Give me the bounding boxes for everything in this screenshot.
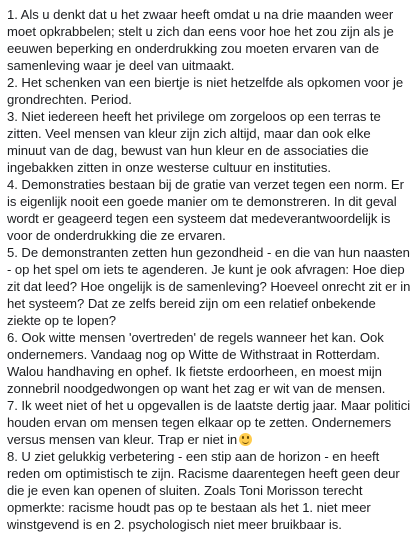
list-item: 1. Als u denkt dat u het zwaar heeft omdat u na drie maanden weer moet opkrabbelen; stelt u zich dan eens voor hoe het zou zijn als je eeuwen beperking en onderdrukking zou moeten ervaren van de samenleving waar je deel van uitmaakt. (7, 7, 394, 73)
list-item: 5. De demonstranten zetten hun gezondheid - en die van hun naasten - op het spel om iets te agenderen. Je kunt je ook afvragen: Hoe diep zit dat leed? Hoe ongelijk is de samenleving? Hoeveel onrecht zit er in het systeem? Dat ze zelfs bereid zijn om een relatief onbekende ziekte op te lopen? (7, 245, 411, 328)
list-item: 6. Ook witte mensen 'overtreden' de regels wanneer het kan. Ook ondernemers. Vandaag nog op Witte de Withstraat in Rotterdam. Walou handhaving en ophef. Ik fietste erdoorheen, en moest mijn zonnebril noodgedwongen op want het zag er wit van de mensen. (7, 330, 386, 396)
list-item: 4. Demonstraties bestaan bij de gratie van verzet tegen een norm. Er is eigenlijk nooit een goede manier om te demonstreren. In dit geval wordt er geageerd tegen een systeem dat medeverantwoordelijk is voor de onderdrukking die ze ervaren. (7, 177, 404, 243)
list-item-text: 7. Ik weet niet of het u opgevallen is de laatste dertig jaar. Maar politici houden ervan om mensen tegen elkaar op te zetten. Ondernemers versus mensen van kleur. Trap er niet in (7, 398, 411, 447)
smiling-face-emoji-icon (239, 433, 252, 446)
list-item: 8. U ziet gelukkig verbetering - een stip aan de horizon - en heeft reden om optimistisch te zijn. Racisme daarentegen heeft geen deur die je even kan openen of sluiten. Zoals Toni Morisson terecht opmerkte: racisme houdt pas op te bestaan als het 1. niet meer winstgevend is en 2. psychologisch niet meer bruikbaar is. (7, 449, 400, 532)
list-item: 2. Het schenken van een biertje is niet hetzelfde als opkomen voor je grondrechten. Period. (7, 75, 404, 107)
list-item (7, 397, 412, 448)
list-item: 3. Niet iedereen heeft het privilege om zorgeloos op een terras te zitten. Veel mensen van kleur zijn zich altijd, maar dan ook elke minuut van de dag, bewust van hun kleur en de associaties die ingebakken zitten in onze westerse cultuur en instituties. (7, 109, 381, 175)
